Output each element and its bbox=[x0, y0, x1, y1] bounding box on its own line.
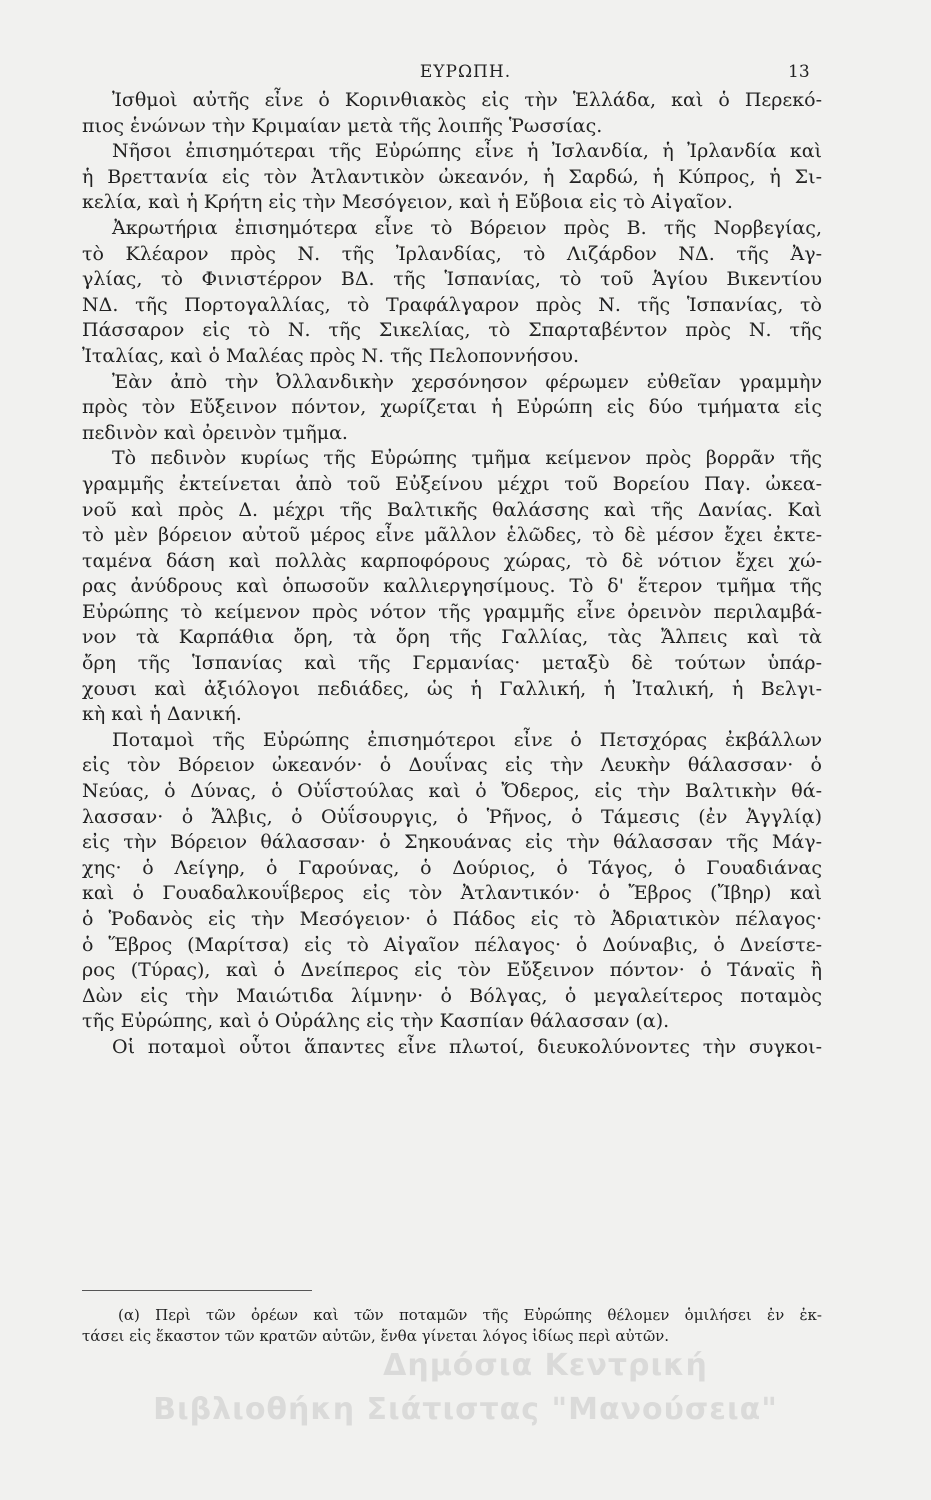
text-line: κελία, καὶ ἡ Κρήτη εἰς τὴν Μεσόγειον, καὶ ἡ Εὔβοια εἰς τὸ Αἰγαῖον. bbox=[82, 191, 733, 214]
text-line: Ἀκρωτήρια ἐπισημότερα εἶνε τὸ Βόρειον πρὸς Β. τῆς Νορβεγίας, bbox=[112, 216, 822, 239]
text-line: Οἱ ποταμοὶ οὗτοι ἅπαντες εἶνε πλωτοί, διευκολύνοντες τὴν συγκοι- bbox=[112, 1035, 822, 1058]
text-line: Πάσσαρον εἰς τὸ Ν. τῆς Σικελίας, τὸ Σπαρταβέντον πρὸς Ν. τῆς bbox=[82, 319, 822, 342]
text-line: ΝΔ. τῆς Πορτογαλλίας, τὸ Τραφάλγαρον πρὸς Ν. τῆς Ἱσπανίας, τὸ bbox=[82, 293, 822, 316]
footnote-line: τάσει εἰς ἕκαστον τῶν κρατῶν αὐτῶν, ἔνθα γίνεται λόγος ἰδίως περὶ αὐτῶν. bbox=[82, 1327, 670, 1345]
text-line: πιος ἑνώνων τὴν Κριμαίαν μετὰ τῆς λοιπῆς Ῥωσσίας. bbox=[82, 114, 603, 137]
text-line: Ἐὰν ἀπὸ τὴν Ὀλλανδικὴν χερσόνησον φέρωμεν εὐθεῖαν γραμμὴν bbox=[112, 370, 822, 393]
text-line: ρας ἀνύδρους καὶ ὁπωσοῦν καλλιεργησίμους. Τὸ δ' ἕτερον τμῆμα τῆς bbox=[82, 575, 822, 598]
text-line: Ποταμοὶ τῆς Εὐρώπης ἐπισημότεροι εἶνε ὁ Πετσχόρας ἐκβάλλων bbox=[112, 728, 822, 751]
text-line: γραμμῆς ἐκτείνεται ἀπὸ τοῦ Εὐξείνου μέχρι τοῦ Βορείου Παγ. ὠκεα- bbox=[82, 472, 822, 495]
text-line: χης· ὁ Λείγηρ, ὁ Γαρούνας, ὁ Δούριος, ὁ Τάγος, ὁ Γουαδιάνας bbox=[82, 856, 822, 879]
text-line: Νῆσοι ἐπισημότεραι τῆς Εὐρώπης εἶνε ἡ Ἰσλανδία, ἡ Ἰρλανδία καὶ bbox=[112, 140, 822, 163]
footnote-line: (α) Περὶ τῶν ὀρέων καὶ τῶν ποταμῶν τῆς Εὐρώπης θέλομεν ὁμιλήσει ἐν ἐκ- bbox=[118, 1306, 822, 1324]
text-line: νοῦ καὶ πρὸς Δ. μέχρι τῆς Βαλτικῆς θαλάσσης καὶ τῆς Δανίας. Καὶ bbox=[82, 498, 822, 521]
text-line: πρὸς τὸν Εὔξεινον πόντον, χωρίζεται ἡ Εὐρώπη εἰς δύο τμήματα εἰς bbox=[82, 396, 822, 419]
text-line: Ἰταλίας, καὶ ὁ Μαλέας πρὸς Ν. τῆς Πελοποννήσου. bbox=[82, 344, 579, 367]
text-line: ρος (Τύρας), καὶ ὁ Δνείπερος εἰς τὸν Εὔξεινον πόντον· ὁ Τάναϊς ἢ bbox=[82, 959, 822, 982]
text-line: Ἰσθμοὶ αὐτῆς εἶνε ὁ Κορινθιακὸς εἰς τὴν Ἑλλάδα, καὶ ὁ Περεκό- bbox=[112, 89, 822, 111]
text-line: εἰς τὸν Βόρειον ὠκεανόν· ὁ Δουΐνας εἰς τὴν Λευκὴν θάλασσαν· ὁ bbox=[82, 754, 822, 777]
text-line: πεδινὸν καὶ ὀρεινὸν τμῆμα. bbox=[82, 421, 348, 444]
library-watermark-line-1: Δημόσια Κεντρική bbox=[383, 1348, 708, 1383]
page-number: 13 bbox=[788, 62, 810, 82]
footnote-rule bbox=[82, 1290, 312, 1291]
library-watermark-line-2: Βιβλιοθήκη Σιάτιστας "Μανούσεια" bbox=[153, 1392, 778, 1427]
text-line: νον τὰ Καρπάθια ὄρη, τὰ ὄρη τῆς Γαλλίας, τὰς Ἄλπεις καὶ τὰ bbox=[82, 626, 822, 649]
text-line: λασσαν· ὁ Ἄλβις, ὁ Οὐΐσουργις, ὁ Ῥῆνος, ὁ Τάμεσις (ἐν Ἀγγλίᾳ) bbox=[82, 805, 822, 828]
text-line: Δὼν εἰς τὴν Μαιώτιδα λίμνην· ὁ Βόλγας, ὁ μεγαλείτερος ποταμὸς bbox=[82, 984, 822, 1007]
text-line: κὴ καὶ ἡ Δανική. bbox=[82, 703, 242, 726]
text-line: καὶ ὁ Γουαδαλκουΐβερος εἰς τὸν Ἀτλαντικόν· ὁ Ἔβρος (Ἴβηρ) καὶ bbox=[82, 882, 822, 905]
text-line: τῆς Εὐρώπης, καὶ ὁ Οὐράλης εἰς τὴν Κασπίαν θάλασσαν (α). bbox=[82, 1010, 670, 1033]
text-line: χουσι καὶ ἀξιόλογοι πεδιάδες, ὡς ἡ Γαλλική, ἡ Ἰταλική, ἡ Βελγι- bbox=[82, 677, 822, 700]
text-line: ὄρη τῆς Ἱσπανίας καὶ τῆς Γερμανίας· μεταξὺ δὲ τούτων ὑπάρ- bbox=[82, 652, 822, 675]
text-line: Τὸ πεδινὸν κυρίως τῆς Εὐρώπης τμῆμα κείμενον πρὸς βορρᾶν τῆς bbox=[112, 447, 822, 470]
text-line: Εὐρώπης τὸ κείμενον πρὸς νότον τῆς γραμμῆς εἶνε ὀρεινὸν περιλαμβά- bbox=[82, 600, 822, 623]
body-text bbox=[82, 88, 822, 1061]
text-line: τὸ μὲν βόρειον αὐτοῦ μέρος εἶνε μᾶλλον ἑλῶδες, τὸ δὲ μέσον ἔχει ἐκτε- bbox=[82, 524, 822, 547]
footnote bbox=[82, 1305, 822, 1347]
text-line: ὁ Ῥοδανὸς εἰς τὴν Μεσόγειον· ὁ Πάδος εἰς τὸ Ἀδριατικὸν πέλαγος· bbox=[82, 908, 822, 930]
text-line: ἡ Βρεττανία εἰς τὸν Ἀτλαντικὸν ὠκεανόν, ἡ Σαρδώ, ἡ Κύπρος, ἡ Σι- bbox=[82, 165, 822, 188]
running-title: ΕΥΡΩΠΗ. bbox=[419, 62, 512, 82]
text-line: ὁ Ἕβρος (Μαρίτσα) εἰς τὸ Αἰγαῖον πέλαγος· ὁ Δούναβις, ὁ Δνείστε- bbox=[82, 933, 822, 956]
text-line: εἰς τὴν Βόρειον θάλασσαν· ὁ Σηκουάνας εἰς τὴν θάλασσαν τῆς Μάγ- bbox=[82, 831, 822, 854]
text-line: τὸ Κλέαρον πρὸς Ν. τῆς Ἰρλανδίας, τὸ Λιζάρδον ΝΔ. τῆς Ἀγ- bbox=[82, 242, 822, 265]
text-line: γλίας, τὸ Φινιστέρρον ΒΔ. τῆς Ἱσπανίας, τὸ τοῦ Ἁγίου Βικεντίου bbox=[82, 268, 822, 291]
text-line: Νεύας, ὁ Δύνας, ὁ Οὐΐστούλας καὶ ὁ Ὄδερος, εἰς τὴν Βαλτικὴν θά- bbox=[82, 780, 822, 803]
text-line: ταμένα δάση καὶ πολλὰς καρποφόρους χώρας, τὸ δὲ νότιον ἔχει χώ- bbox=[82, 549, 822, 572]
